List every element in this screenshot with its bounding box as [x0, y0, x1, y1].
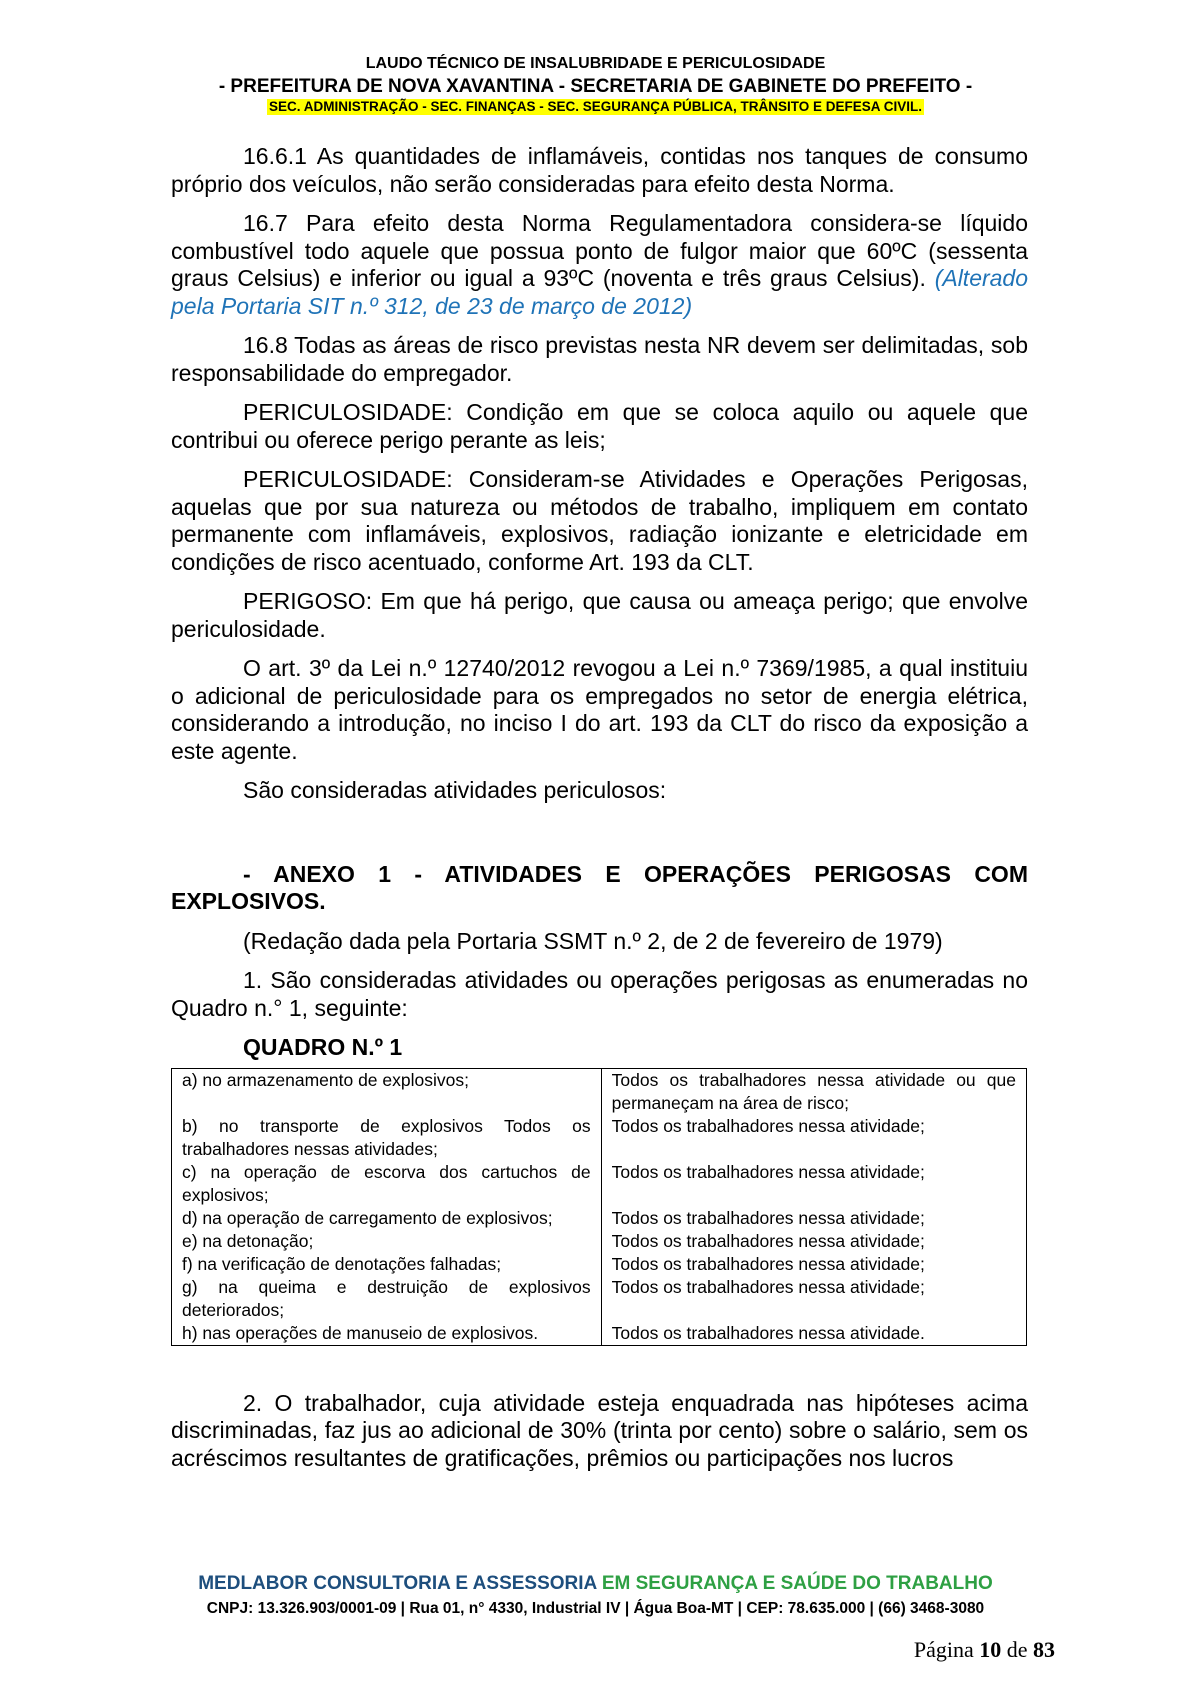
workers-cell: Todos os trabalhadores nessa atividade; — [601, 1276, 1026, 1322]
table-row — [172, 1253, 1027, 1276]
definition-perigoso: PERIGOSO: Em que há perigo, que causa ou ameaça perigo; que envolve periculosidade. — [171, 588, 1028, 642]
activity-cell: b) no transporte de explosivos Todos os trabalhadores nessas atividades; — [172, 1115, 602, 1161]
paragraph-16-7-text: 16.7 Para efeito desta Norma Regulamentadora considera-se líquido combustível todo aquele que possua ponto de fulgor maior que 60ºC (sessenta graus Celsius) e inferior ou igual a 93ºC (noventa e três graus Celsius). — [171, 210, 1028, 291]
activity-cell: c) na operação de escorva dos cartuchos de explosivos; — [172, 1161, 602, 1207]
document-body — [171, 143, 1028, 1484]
paragraph-item-2: 2. O trabalhador, cuja atividade esteja enquadrada nas hipóteses acima discriminadas, faz jus ao adicional de 30% (trinta por cento) sobre o salário, sem os acréscimos resultantes de gratificações, prêmios ou participações nos lucros — [171, 1389, 1028, 1471]
workers-cell: Todos os trabalhadores nessa atividade; — [601, 1161, 1026, 1207]
table-row — [172, 1322, 1027, 1346]
activity-cell: e) na detonação; — [172, 1230, 602, 1253]
header-highlighted-line: SEC. ADMINISTRAÇÃO - SEC. FINANÇAS - SEC. SEGURANÇA PÚBLICA, TRÂNSITO E DEFESA CIVIL. — [268, 99, 923, 114]
activity-cell: a) no armazenamento de explosivos; — [172, 1068, 602, 1115]
header-subtitle: - PREFEITURA DE NOVA XAVANTINA - SECRETARIA DE GABINETE DO PREFEITO - — [218, 76, 973, 97]
table-row — [172, 1115, 1027, 1161]
activity-cell: h) nas operações de manuseio de explosivos. — [172, 1322, 602, 1346]
footer-contact: CNPJ: 13.326.903/0001-09 | Rua 01, n° 4330, Industrial IV | Água Boa-MT | CEP: 78.635.000 | (66) 3468-3080 — [206, 1600, 985, 1617]
spacer — [171, 817, 1028, 861]
table-row — [172, 1161, 1027, 1207]
page-of: de — [1006, 1637, 1028, 1662]
page-current: 10 — [979, 1637, 1002, 1662]
definition-periculosidade-2: PERICULOSIDADE: Consideram-se Atividades e Operações Perigosas, aquelas que por sua natureza ou métodos de trabalho, impliquem em contato permanente com inflamáveis, explosivos, radiação ionizante e eletricidade em condições de risco acentuado, conforme Art. 193 da CLT. — [171, 466, 1028, 575]
workers-cell: Todos os trabalhadores nessa atividade. — [601, 1322, 1026, 1346]
quadro-table — [171, 1068, 1027, 1346]
paragraph-atividades-intro: São consideradas atividades periculosos: — [243, 777, 667, 803]
workers-cell: Todos os trabalhadores nessa atividade; — [601, 1207, 1026, 1230]
table-row — [172, 1230, 1027, 1253]
paragraph-redacao: (Redação dada pela Portaria SSMT n.º 2, de 2 de fevereiro de 1979) — [243, 927, 943, 954]
quadro-title: QUADRO N.º 1 — [243, 1034, 403, 1060]
workers-cell: Todos os trabalhadores nessa atividade; — [601, 1253, 1026, 1276]
activity-cell: d) na operação de carregamento de explosivos; — [172, 1207, 602, 1230]
footer-company — [0, 1572, 1191, 1596]
page-number — [914, 1637, 1055, 1663]
document-header — [0, 54, 1191, 116]
spacer — [171, 1346, 1028, 1390]
paragraph-16-8: 16.8 Todas as áreas de risco previstas nesta NR devem ser delimitadas, sob responsabilidade do empregador. — [171, 332, 1028, 386]
footer-company-name: MEDLABOR CONSULTORIA E ASSESSORIA — [198, 1573, 597, 1594]
table-row — [172, 1068, 1027, 1115]
footer-company-tagline: EM SEGURANÇA E SAÚDE DO TRABALHO — [601, 1573, 993, 1594]
activity-cell: g) na queima e destruição de explosivos deteriorados; — [172, 1276, 602, 1322]
definition-periculosidade-1: PERICULOSIDADE: Condição em que se coloca aquilo ou aquele que contribui ou oferece perigo perante as leis; — [171, 399, 1028, 453]
workers-cell: Todos os trabalhadores nessa atividade ou que permaneçam na área de risco; — [601, 1068, 1026, 1115]
workers-cell: Todos os trabalhadores nessa atividade; — [601, 1230, 1026, 1253]
paragraph-item-1: 1. São consideradas atividades ou operações perigosas as enumeradas no Quadro n.° 1, seguinte: — [171, 967, 1028, 1021]
paragraph-16-7 — [171, 210, 1028, 320]
paragraph-16-6-1: 16.6.1 As quantidades de inflamáveis, contidas nos tanques de consumo próprio dos veículos, não serão consideradas para efeito desta Norma. — [171, 143, 1028, 197]
quadro-table-body — [172, 1068, 1027, 1345]
page-total: 83 — [1033, 1637, 1055, 1662]
annex-title: - ANEXO 1 - ATIVIDADES E OPERAÇÕES PERIGOSAS COM EXPLOSIVOS. — [171, 860, 1028, 914]
activity-cell: f) na verificação de denotações falhadas; — [172, 1253, 602, 1276]
amendment-note: (Alterado pela Portaria SIT n.º 312, de 23 de março de 2012) — [171, 265, 1029, 319]
paragraph-lei-12740: O art. 3º da Lei n.º 12740/2012 revogou a Lei n.º 7369/1985, a qual instituiu o adicional de periculosidade para os empregados no setor de energia elétrica, considerando a introdução, no inciso I do art. 193 da CLT do risco da exposição a este agente. — [171, 655, 1028, 764]
page-label: Página — [913, 1637, 974, 1662]
header-title: LAUDO TÉCNICO DE INSALUBRIDADE E PERICULOSIDADE — [365, 55, 826, 72]
table-row — [172, 1276, 1027, 1322]
table-row — [172, 1207, 1027, 1230]
document-footer — [0, 1572, 1191, 1620]
workers-cell: Todos os trabalhadores nessa atividade; — [601, 1115, 1026, 1161]
